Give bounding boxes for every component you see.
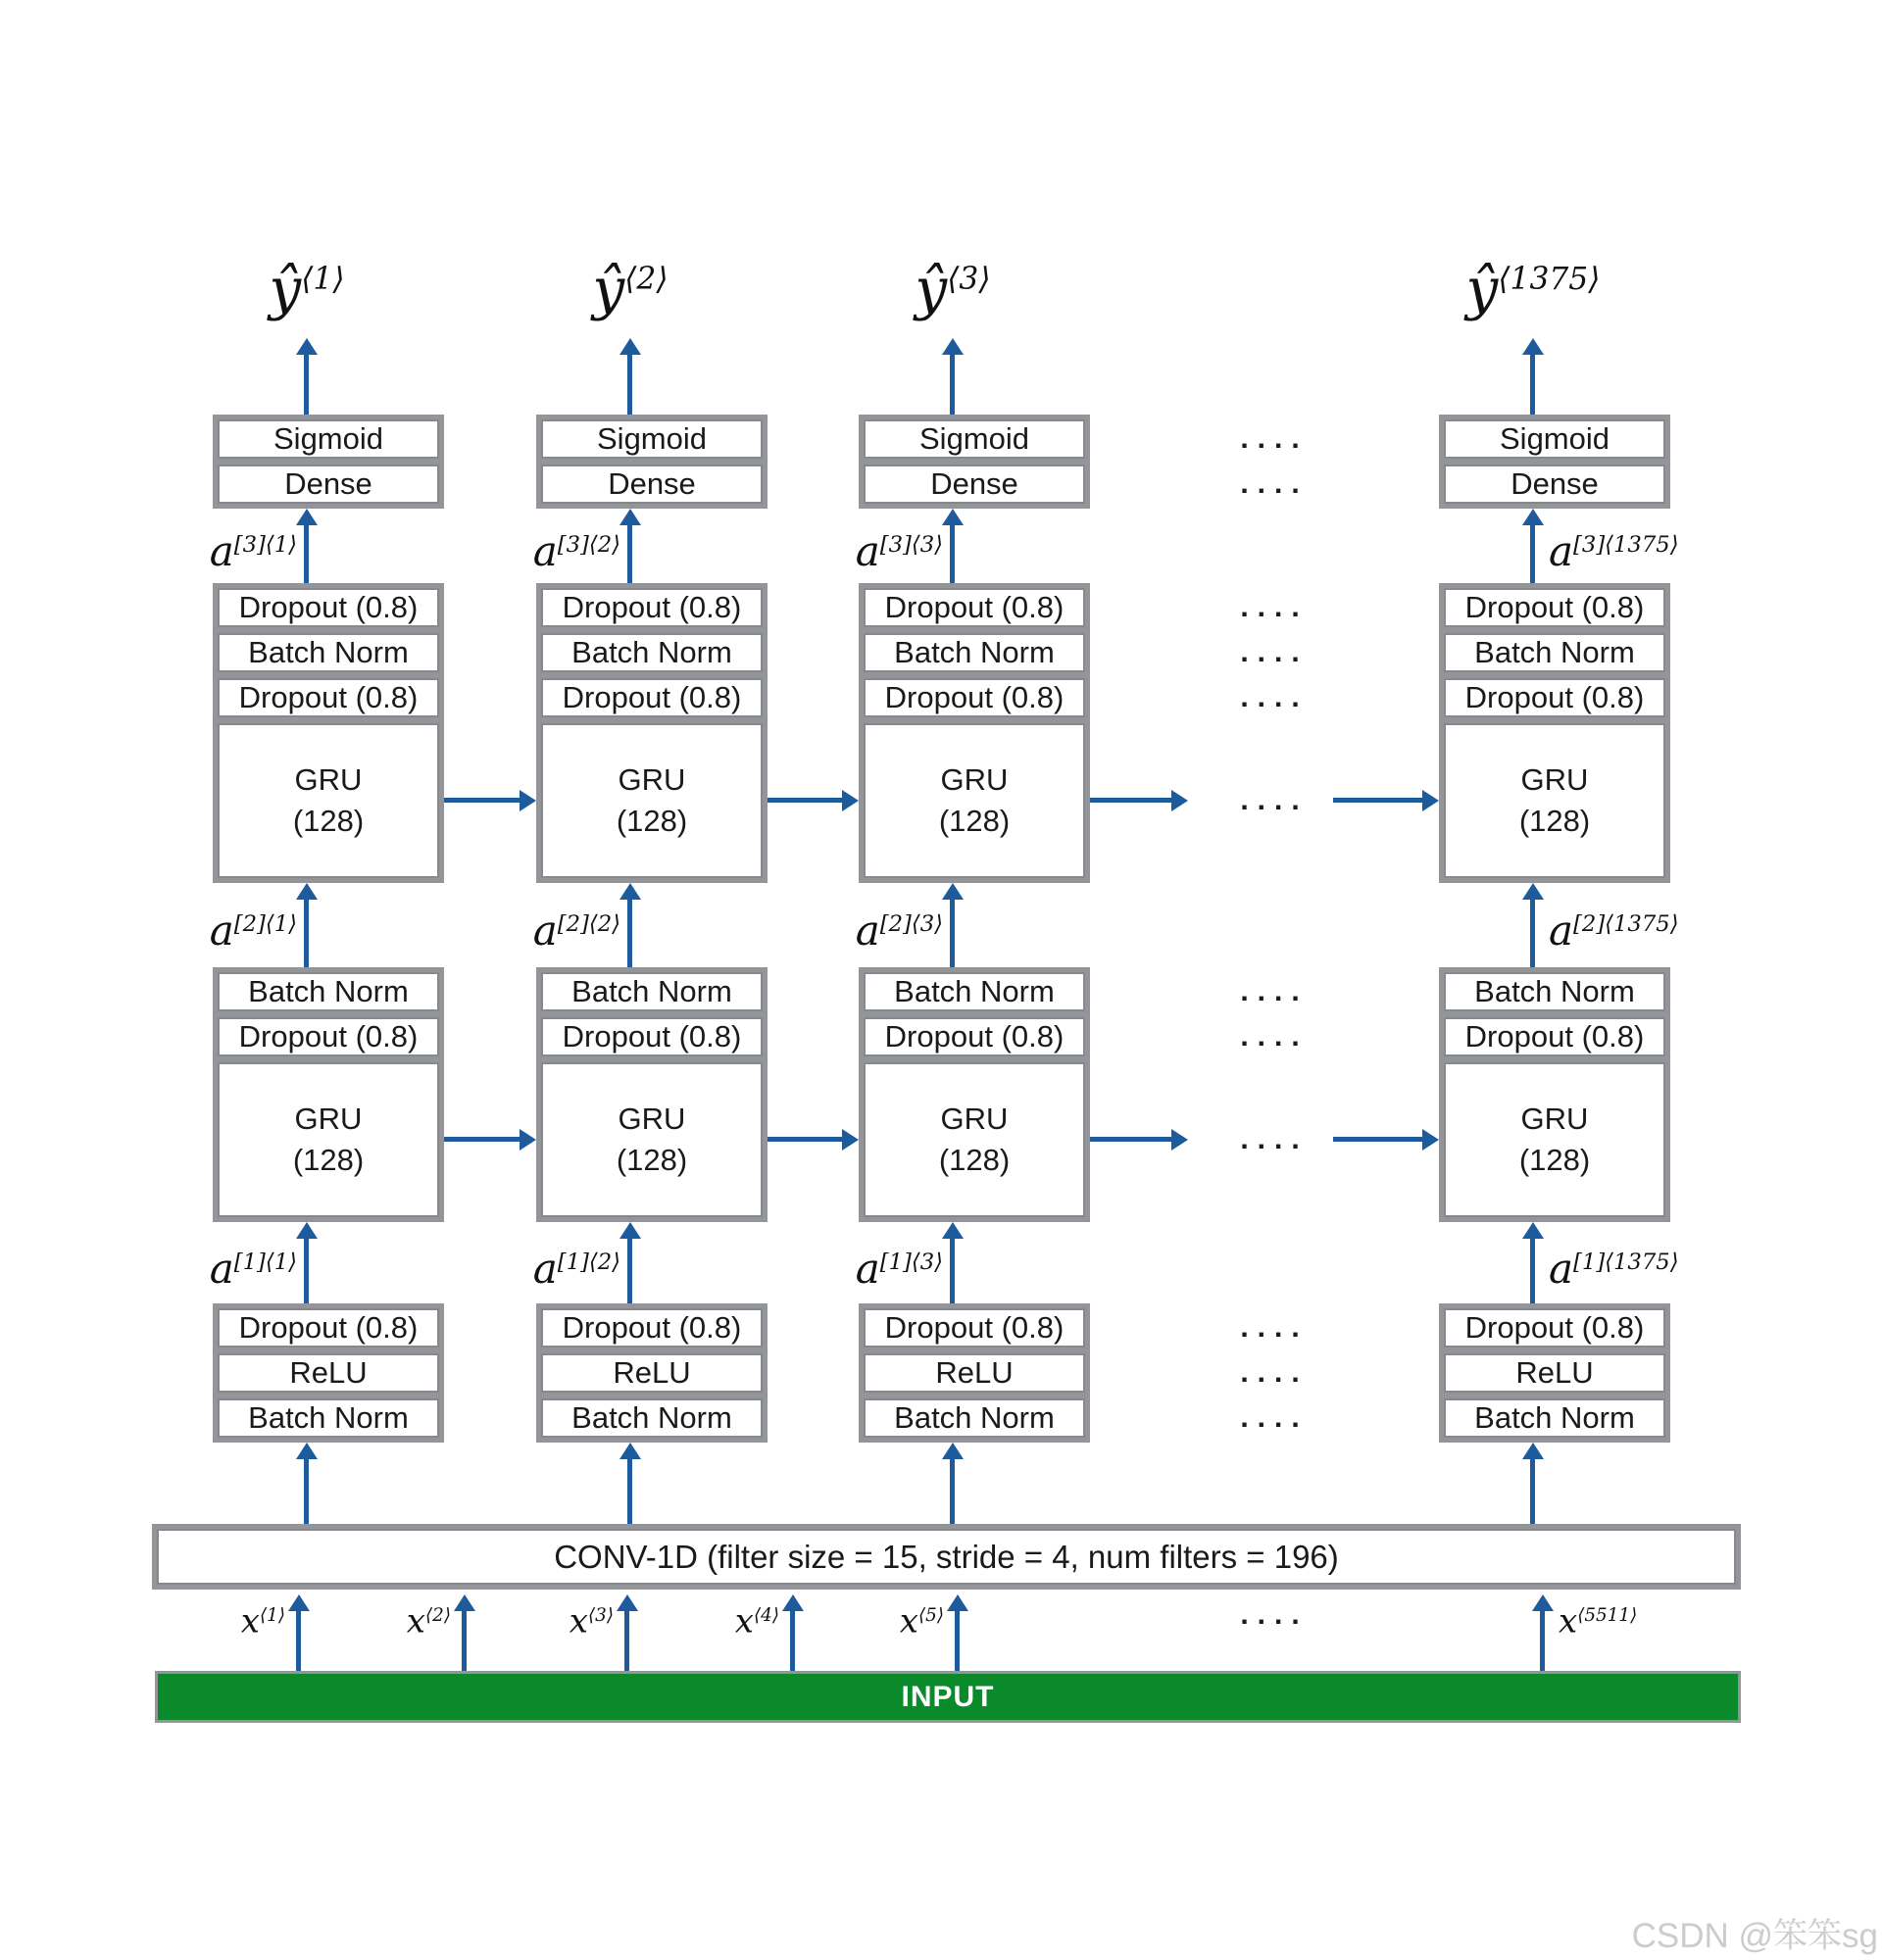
activation-a3-label bbox=[130, 519, 297, 576]
a-base: a bbox=[532, 1245, 558, 1294]
a-base: a bbox=[855, 1245, 880, 1294]
conv-post-group bbox=[536, 1303, 768, 1443]
layer-gru bbox=[1444, 1062, 1665, 1217]
layer-gru bbox=[218, 723, 439, 878]
ellipsis-dots: .... bbox=[1240, 422, 1309, 455]
gru2-block-group bbox=[213, 583, 444, 883]
layer-sigmoid: Sigmoid bbox=[218, 419, 439, 459]
gru-label: GRU bbox=[940, 1102, 1009, 1136]
gru-units-label: (128) bbox=[1518, 804, 1591, 838]
input-arrow bbox=[454, 1594, 475, 1671]
a-base: a bbox=[209, 527, 234, 576]
gru-units-label: (128) bbox=[938, 804, 1011, 838]
gru1-block-group bbox=[1439, 967, 1670, 1222]
activation-a3-label bbox=[454, 519, 620, 576]
layer-dropout: Dropout (0.8) bbox=[864, 1308, 1085, 1348]
a-base: a bbox=[1549, 1245, 1574, 1294]
x-base: x bbox=[406, 1601, 425, 1642]
a-superscript: [3]⟨1⟩ bbox=[233, 532, 297, 558]
layer-batch-norm: Batch Norm bbox=[541, 633, 763, 672]
a-superscript: [1]⟨3⟩ bbox=[879, 1250, 943, 1275]
x-input-label bbox=[506, 1593, 614, 1642]
input-arrow bbox=[947, 1594, 968, 1671]
x-input-label bbox=[836, 1593, 944, 1642]
gru-label: GRU bbox=[1520, 762, 1589, 797]
a-base: a bbox=[209, 1245, 234, 1294]
gru1-block-group bbox=[859, 967, 1090, 1222]
conv1d-layer-label: CONV-1D (filter size = 15, stride = 4, num filters = 196) bbox=[157, 1529, 1736, 1585]
gru2-block-group bbox=[859, 583, 1090, 883]
a-base: a bbox=[532, 906, 558, 956]
activation-a2-label bbox=[776, 899, 943, 956]
gru-label: GRU bbox=[940, 762, 1009, 797]
x-superscript: ⟨4⟩ bbox=[753, 1605, 779, 1626]
right-arrow bbox=[1090, 1129, 1188, 1151]
a-base: a bbox=[209, 906, 234, 956]
up-arrow bbox=[619, 883, 641, 967]
ellipsis-dots: .... bbox=[1240, 636, 1309, 668]
activation-a3-label bbox=[1549, 519, 1735, 576]
layer-dropout: Dropout (0.8) bbox=[1444, 588, 1665, 627]
up-arrow bbox=[942, 509, 964, 583]
input-arrow bbox=[1532, 1594, 1554, 1671]
up-arrow bbox=[1522, 509, 1544, 583]
up-arrow bbox=[296, 1222, 318, 1303]
a-superscript: [3]⟨1375⟩ bbox=[1573, 532, 1679, 558]
activation-a2-label bbox=[454, 899, 620, 956]
x-input-label bbox=[1559, 1593, 1715, 1642]
layer-gru bbox=[864, 723, 1085, 878]
gru-units-label: (128) bbox=[292, 1143, 365, 1177]
up-arrow bbox=[942, 1443, 964, 1524]
y-hat-base: ŷ bbox=[269, 255, 302, 322]
input-arrow bbox=[782, 1594, 804, 1671]
x-input-label bbox=[177, 1593, 285, 1642]
right-arrow bbox=[1333, 1129, 1439, 1151]
a-superscript: [3]⟨2⟩ bbox=[557, 532, 620, 558]
layer-batch-norm: Batch Norm bbox=[218, 972, 439, 1011]
gru-units-label: (128) bbox=[292, 804, 365, 838]
layer-batch-norm: Batch Norm bbox=[218, 1398, 439, 1438]
up-arrow bbox=[1522, 338, 1544, 415]
a-superscript: [3]⟨3⟩ bbox=[879, 532, 943, 558]
x-base: x bbox=[734, 1601, 754, 1642]
x-superscript: ⟨5511⟩ bbox=[1577, 1605, 1638, 1626]
a-superscript: [2]⟨3⟩ bbox=[879, 911, 943, 937]
up-arrow bbox=[296, 1443, 318, 1524]
a-superscript: [2]⟨2⟩ bbox=[557, 911, 620, 937]
gru1-block-group bbox=[536, 967, 768, 1222]
right-arrow bbox=[1090, 790, 1188, 811]
up-arrow bbox=[296, 883, 318, 967]
layer-dropout: Dropout (0.8) bbox=[864, 678, 1085, 717]
activation-a1-label bbox=[1549, 1237, 1735, 1294]
gru-label: GRU bbox=[294, 762, 363, 797]
up-arrow bbox=[942, 883, 964, 967]
right-arrow bbox=[768, 790, 859, 811]
x-base: x bbox=[899, 1601, 918, 1642]
layer-batch-norm: Batch Norm bbox=[1444, 633, 1665, 672]
layer-dropout: Dropout (0.8) bbox=[541, 588, 763, 627]
right-arrow bbox=[444, 1129, 536, 1151]
input-bar: INPUT bbox=[155, 1671, 1741, 1723]
a-base: a bbox=[855, 906, 880, 956]
y-hat-superscript: ⟨2⟩ bbox=[624, 262, 669, 297]
ellipsis-dots: .... bbox=[1240, 467, 1309, 500]
ellipsis-dots: .... bbox=[1240, 591, 1309, 623]
x-superscript: ⟨2⟩ bbox=[424, 1605, 451, 1626]
layer-sigmoid: Sigmoid bbox=[864, 419, 1085, 459]
y-hat-output-label bbox=[219, 233, 395, 326]
layer-dropout: Dropout (0.8) bbox=[1444, 1017, 1665, 1056]
layer-gru bbox=[541, 1062, 763, 1217]
gru-units-label: (128) bbox=[616, 804, 688, 838]
layer-dropout: Dropout (0.8) bbox=[541, 1017, 763, 1056]
layer-dense: Dense bbox=[541, 465, 763, 504]
up-arrow bbox=[1522, 1222, 1544, 1303]
right-arrow bbox=[444, 790, 536, 811]
layer-batch-norm: Batch Norm bbox=[541, 972, 763, 1011]
layer-relu: ReLU bbox=[218, 1353, 439, 1393]
ellipsis-dots: .... bbox=[1240, 784, 1309, 816]
a-superscript: [1]⟨1375⟩ bbox=[1573, 1250, 1679, 1275]
up-arrow bbox=[296, 338, 318, 415]
layer-batch-norm: Batch Norm bbox=[541, 1398, 763, 1438]
y-hat-base: ŷ bbox=[915, 255, 948, 322]
layer-dropout: Dropout (0.8) bbox=[218, 1308, 439, 1348]
conv-post-group bbox=[859, 1303, 1090, 1443]
a-superscript: [1]⟨2⟩ bbox=[557, 1250, 620, 1275]
layer-gru bbox=[864, 1062, 1085, 1217]
up-arrow bbox=[1522, 1443, 1544, 1524]
gru-units-label: (128) bbox=[616, 1143, 688, 1177]
x-input-label bbox=[671, 1593, 779, 1642]
up-arrow bbox=[619, 1222, 641, 1303]
a-base: a bbox=[855, 527, 880, 576]
layer-dense: Dense bbox=[218, 465, 439, 504]
layer-gru bbox=[1444, 723, 1665, 878]
conv-post-group bbox=[1439, 1303, 1670, 1443]
conv-post-group bbox=[213, 1303, 444, 1443]
layer-dropout: Dropout (0.8) bbox=[864, 1017, 1085, 1056]
layer-dropout: Dropout (0.8) bbox=[1444, 1308, 1665, 1348]
y-hat-superscript: ⟨1375⟩ bbox=[1498, 262, 1601, 297]
layer-dense: Dense bbox=[1444, 465, 1665, 504]
layer-batch-norm: Batch Norm bbox=[864, 972, 1085, 1011]
gru-label: GRU bbox=[1520, 1102, 1589, 1136]
activation-a2-label bbox=[130, 899, 297, 956]
x-superscript: ⟨5⟩ bbox=[917, 1605, 944, 1626]
sigmoid-dense-group bbox=[213, 415, 444, 509]
x-superscript: ⟨3⟩ bbox=[587, 1605, 614, 1626]
layer-dropout: Dropout (0.8) bbox=[541, 1308, 763, 1348]
activation-a3-label bbox=[776, 519, 943, 576]
layer-batch-norm: Batch Norm bbox=[1444, 1398, 1665, 1438]
a-base: a bbox=[1549, 906, 1574, 956]
layer-dense: Dense bbox=[864, 465, 1085, 504]
layer-batch-norm: Batch Norm bbox=[864, 1398, 1085, 1438]
a-superscript: [2]⟨1⟩ bbox=[233, 911, 297, 937]
layer-gru bbox=[541, 723, 763, 878]
activation-a2-label bbox=[1549, 899, 1735, 956]
gru-label: GRU bbox=[294, 1102, 363, 1136]
x-base: x bbox=[1559, 1601, 1578, 1642]
a-superscript: [2]⟨1375⟩ bbox=[1573, 911, 1679, 937]
ellipsis-dots: .... bbox=[1240, 1356, 1309, 1389]
up-arrow bbox=[296, 509, 318, 583]
conv1d-layer-box bbox=[152, 1524, 1741, 1590]
up-arrow bbox=[619, 509, 641, 583]
gru2-block-group bbox=[536, 583, 768, 883]
ellipsis-dots: .... bbox=[1240, 1311, 1309, 1344]
ellipsis-dots: .... bbox=[1240, 975, 1309, 1007]
up-arrow bbox=[619, 338, 641, 415]
y-hat-superscript: ⟨1⟩ bbox=[301, 262, 345, 297]
sigmoid-dense-group bbox=[536, 415, 768, 509]
y-hat-base: ŷ bbox=[592, 255, 625, 322]
x-input-label bbox=[343, 1593, 451, 1642]
y-hat-superscript: ⟨3⟩ bbox=[947, 262, 991, 297]
layer-gru bbox=[218, 1062, 439, 1217]
gru-label: GRU bbox=[618, 762, 686, 797]
gru-units-label: (128) bbox=[1518, 1143, 1591, 1177]
up-arrow bbox=[942, 338, 964, 415]
gru-label: GRU bbox=[618, 1102, 686, 1136]
sigmoid-dense-group bbox=[859, 415, 1090, 509]
ellipsis-dots: .... bbox=[1240, 1123, 1309, 1155]
x-base: x bbox=[569, 1601, 588, 1642]
gru1-block-group bbox=[213, 967, 444, 1222]
layer-dropout: Dropout (0.8) bbox=[218, 678, 439, 717]
layer-relu: ReLU bbox=[541, 1353, 763, 1393]
activation-a1-label bbox=[130, 1237, 297, 1294]
a-base: a bbox=[1549, 527, 1574, 576]
y-hat-base: ŷ bbox=[1465, 255, 1499, 322]
ellipsis-dots: .... bbox=[1240, 1020, 1309, 1053]
layer-relu: ReLU bbox=[1444, 1353, 1665, 1393]
activation-a1-label bbox=[454, 1237, 620, 1294]
layer-sigmoid: Sigmoid bbox=[1444, 419, 1665, 459]
input-arrow bbox=[617, 1594, 638, 1671]
layer-sigmoid: Sigmoid bbox=[541, 419, 763, 459]
layer-dropout: Dropout (0.8) bbox=[218, 588, 439, 627]
layer-batch-norm: Batch Norm bbox=[218, 633, 439, 672]
layer-batch-norm: Batch Norm bbox=[1444, 972, 1665, 1011]
y-hat-output-label bbox=[1445, 233, 1621, 326]
y-hat-output-label bbox=[865, 233, 1041, 326]
right-arrow bbox=[768, 1129, 859, 1151]
gru-units-label: (128) bbox=[938, 1143, 1011, 1177]
x-superscript: ⟨1⟩ bbox=[259, 1605, 285, 1626]
a-superscript: [1]⟨1⟩ bbox=[233, 1250, 297, 1275]
input-arrow bbox=[288, 1594, 310, 1671]
layer-batch-norm: Batch Norm bbox=[864, 633, 1085, 672]
x-base: x bbox=[240, 1601, 260, 1642]
layer-relu: ReLU bbox=[864, 1353, 1085, 1393]
up-arrow bbox=[619, 1443, 641, 1524]
ellipsis-dots: .... bbox=[1240, 681, 1309, 713]
sigmoid-dense-group bbox=[1439, 415, 1670, 509]
ellipsis-dots: .... bbox=[1240, 1598, 1309, 1631]
layer-dropout: Dropout (0.8) bbox=[218, 1017, 439, 1056]
y-hat-output-label bbox=[542, 233, 718, 326]
gru2-block-group bbox=[1439, 583, 1670, 883]
watermark-text: CSDN @笨笨sg bbox=[1631, 1917, 1878, 1955]
layer-dropout: Dropout (0.8) bbox=[1444, 678, 1665, 717]
up-arrow bbox=[942, 1222, 964, 1303]
up-arrow bbox=[1522, 883, 1544, 967]
ellipsis-dots: .... bbox=[1240, 1401, 1309, 1434]
layer-dropout: Dropout (0.8) bbox=[541, 678, 763, 717]
activation-a1-label bbox=[776, 1237, 943, 1294]
layer-dropout: Dropout (0.8) bbox=[864, 588, 1085, 627]
a-base: a bbox=[532, 527, 558, 576]
right-arrow bbox=[1333, 790, 1439, 811]
